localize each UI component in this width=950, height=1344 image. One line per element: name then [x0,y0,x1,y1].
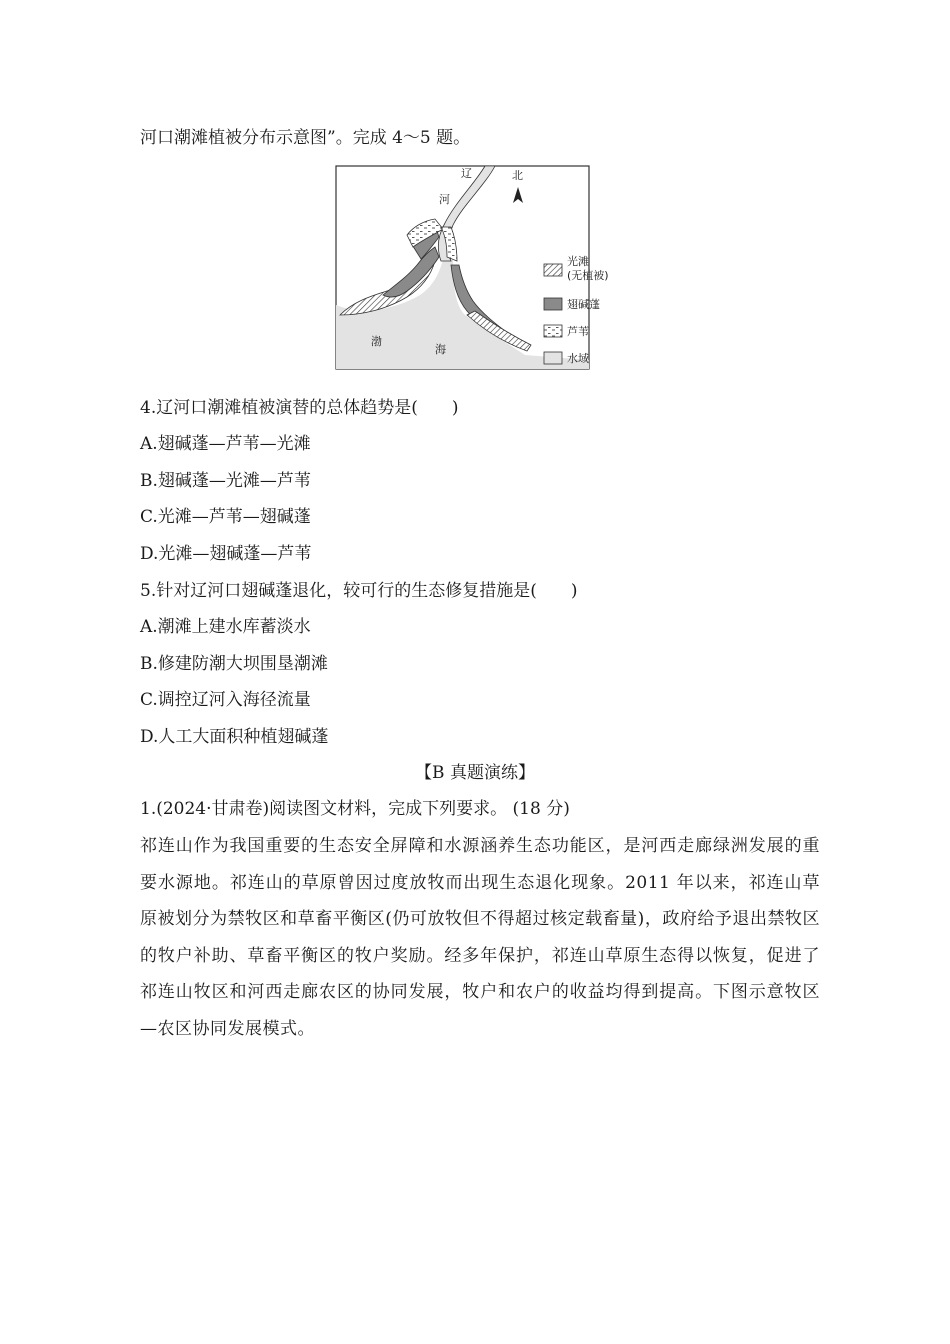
q4-option-c: C.光滩—芦苇—翅碱蓬 [140,507,311,527]
label-bo: 渤 [371,335,382,348]
q5-option-d: D.人工大面积种植翅碱蓬 [140,727,329,747]
intro-line: 河口潮滩植被分布示意图”。完成 4～5 题。 [140,128,471,148]
legend-sublabel-bare: (无植被) [567,269,609,282]
q4-option-d: D.光滩—翅碱蓬—芦苇 [140,544,312,564]
estuary-vegetation-map [335,165,635,373]
q5-option-c: C.调控辽河入海径流量 [140,690,311,710]
legend-swatch-reed [544,325,562,337]
map-svg [335,165,635,373]
q5-option-a: A.潮滩上建水库蓄淡水 [140,617,311,637]
question1-material: 祁连山作为我国重要的生态安全屏障和水源涵养生态功能区，是河西走廊绿洲发展的重要水源地。祁连山的草原曾因过度放牧而出现生态退化现象。2011 年以来，祁连山草原被划分为禁牧区和草畜平衡区(仍可放牧但不得超过核定载畜量)，政府给予退出禁牧区的牧户补助、草畜平衡区的牧户奖励。经多年保护，祁连山草原生态得以恢复，促进了祁连山牧区和河西走廊农区的协同发展，牧户和农户的收益均得到提高。下图示意牧区—农区协同发展模式。 [140,836,820,1039]
q4-option-b: B.翅碱蓬—光滩—芦苇 [140,471,311,491]
legend-label-suaeda: 翅碱蓬 [567,298,600,311]
legend-label-reed: 芦苇 [567,325,589,338]
q5-option-b: B.修建防潮大坝围垦潮滩 [140,654,328,674]
q4-stem: 4.辽河口潮滩植被演替的总体趋势是( ) [140,398,459,418]
label-he: 河 [439,193,450,206]
section-title: 【B 真题演练】 [415,763,535,783]
label-north: 北 [512,169,523,182]
q5-stem: 5.针对辽河口翅碱蓬退化，较可行的生态修复措施是( ) [140,581,578,601]
legend-label-water: 水域 [567,352,589,365]
q4-option-a: A.翅碱蓬—芦苇—光滩 [140,434,311,454]
label-hai: 海 [435,343,446,356]
question1-stem: 1.(2024·甘肃卷)阅读图文材料，完成下列要求。 (18 分) [140,799,570,819]
legend-swatch-water [544,352,562,364]
label-liao: 辽 [461,167,472,180]
legend-swatch-suaeda [544,298,562,310]
legend-swatch-bare [544,264,562,276]
legend-label-bare: 光滩 [567,255,589,268]
